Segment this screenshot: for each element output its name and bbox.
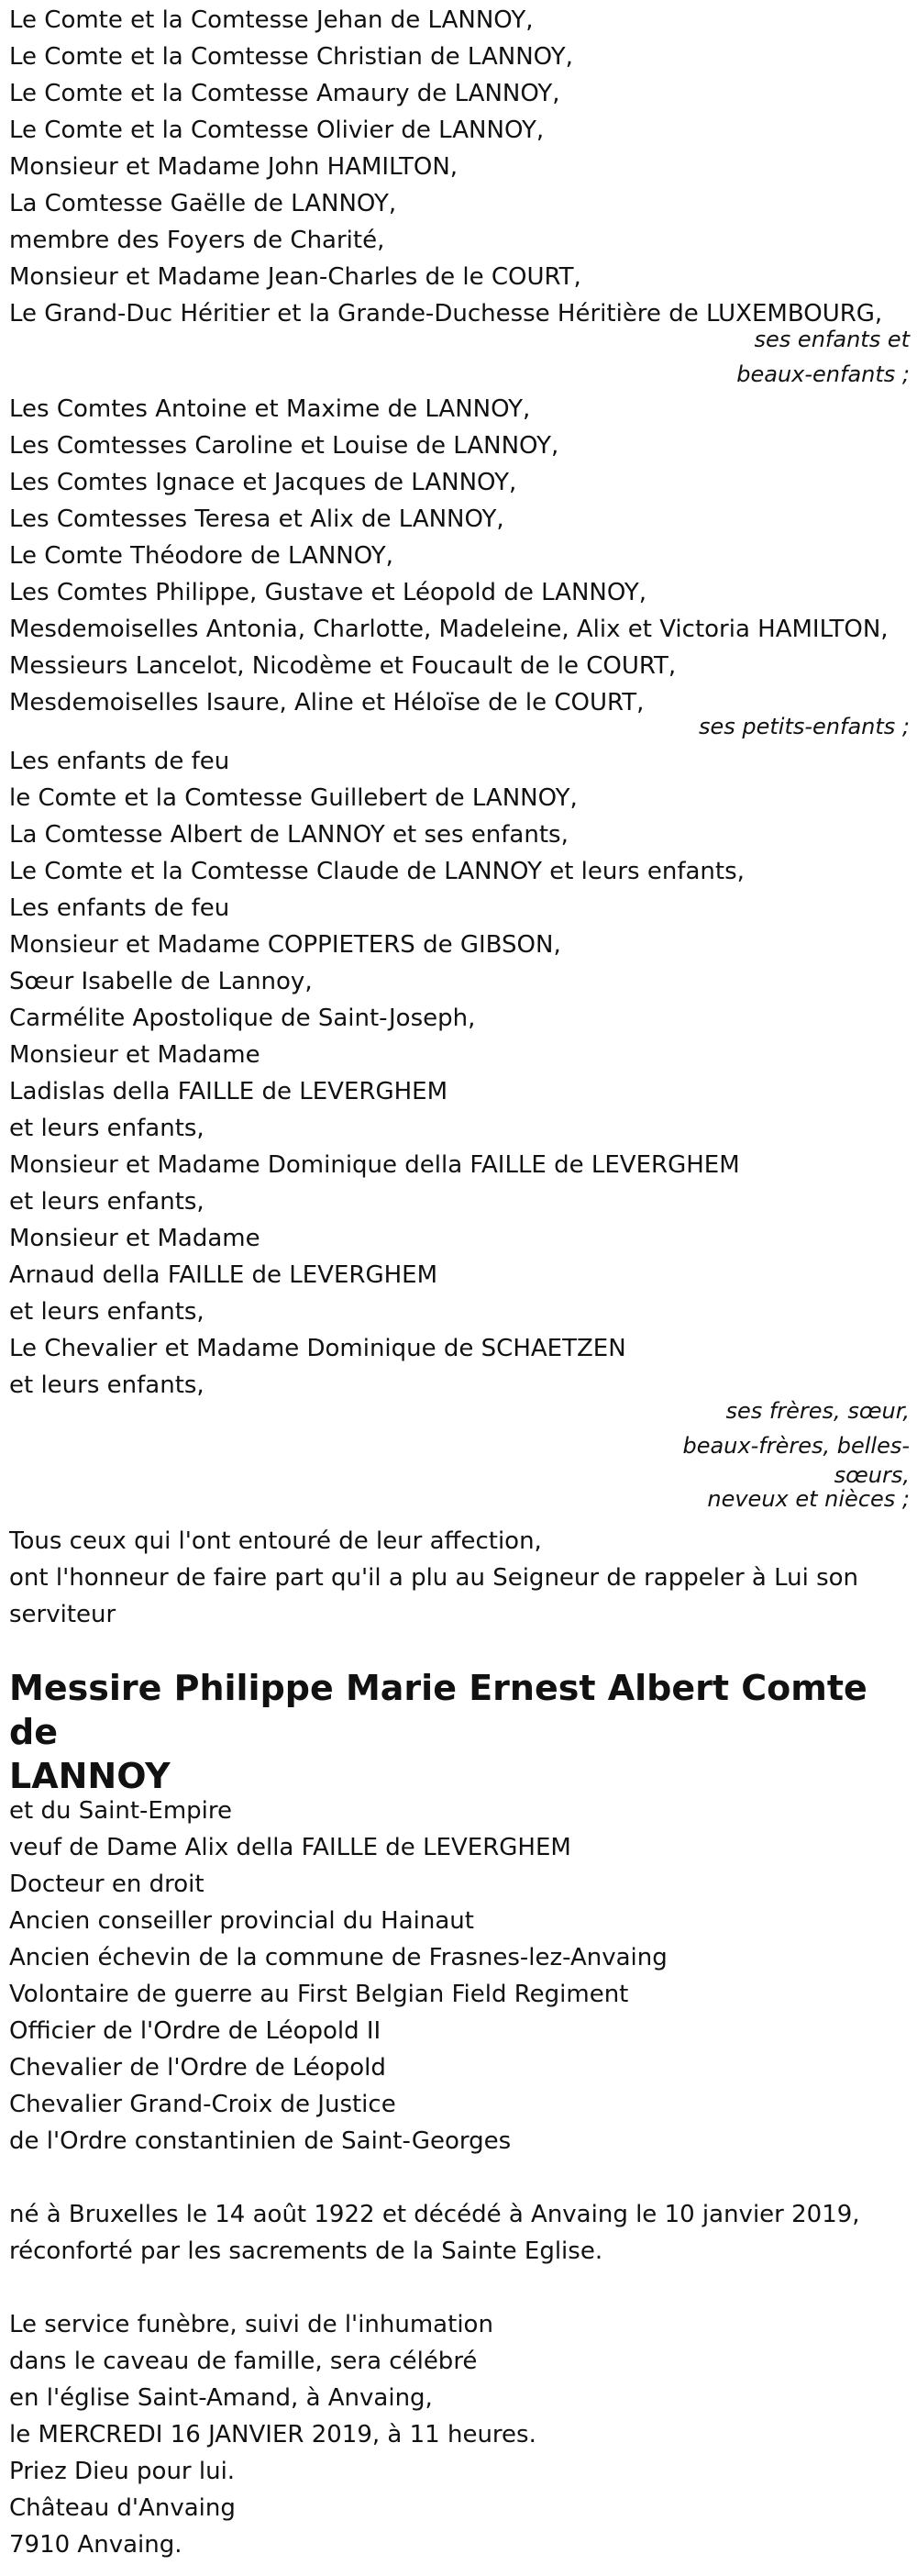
grandchild-line: Les Comtesses Teresa et Alix de LANNOY, [9, 505, 504, 533]
grandchild-line: Les Comtesses Caroline et Louise de LANNOY, [9, 432, 559, 460]
sibling-line: Arnaud della FAILLE de LEVERGHEM [9, 1261, 438, 1289]
service-line: Château d'Anvaing [9, 2494, 236, 2522]
deceased-name-line: Messire Philippe Marie Ernest Albert Comte de [9, 1668, 867, 1752]
service-line: 7910 Anvaing. [9, 2531, 182, 2559]
siblings-role-label: beaux-frères, belles- [682, 1433, 910, 1459]
title-line: Officier de l'Ordre de Léopold II [9, 2017, 381, 2045]
deceased-name [9, 1666, 889, 1798]
sibling-line: Les enfants de feu [9, 894, 230, 922]
sibling-line: Carmélite Apostolique de Saint-Joseph, [9, 1005, 476, 1032]
announcement-line: Tous ceux qui l'ont entouré de leur affection, [9, 1527, 542, 1555]
service-line: dans le caveau de famille, sera célébré [9, 2348, 478, 2375]
title-line: Ancien échevin de la commune de Frasnes-lez-Anvaing [9, 1944, 668, 1971]
title-line: veuf de Dame Alix della FAILLE de LEVERGHEM [9, 1834, 571, 1861]
announcement-line: ont l'honneur de faire part qu'il a plu au Seigneur de rappeler à Lui son [9, 1564, 859, 1592]
child-line: membre des Foyers de Charité, [9, 227, 385, 254]
service-line: Priez Dieu pour lui. [9, 2458, 236, 2485]
child-line: Le Comte et la Comtesse Christian de LANNOY, [9, 43, 573, 71]
sibling-line: Les enfants de feu [9, 748, 230, 775]
child-line: Le Comte et la Comtesse Amaury de LANNOY, [9, 80, 560, 107]
sibling-line: et leurs enfants, [9, 1115, 204, 1142]
child-line: Monsieur et Madame Jean-Charles de le COURT, [9, 263, 581, 291]
children-role-label: ses enfants et [754, 327, 910, 352]
grandchild-line: Les Comtes Philippe, Gustave et Léopold de LANNOY, [9, 579, 647, 606]
deceased-name-line: LANNOY [9, 1756, 171, 1796]
service-line: en l'église Saint-Amand, à Anvaing, [9, 2384, 433, 2412]
announcement-line: serviteur [9, 1601, 116, 1628]
sibling-line: le Comte et la Comtesse Guillebert de LANNOY, [9, 784, 578, 812]
siblings-role-label: ses frères, sœur, [725, 1398, 910, 1424]
child-line: La Comtesse Gaëlle de LANNOY, [9, 190, 397, 217]
sibling-line: La Comtesse Albert de LANNOY et ses enfants, [9, 821, 569, 849]
service-line: Le service funèbre, suivi de l'inhumation [9, 2311, 493, 2338]
title-line: Volontaire de guerre au First Belgian Field Regiment [9, 1981, 629, 2008]
sibling-line: et leurs enfants, [9, 1371, 204, 1399]
grandchild-line: Messieurs Lancelot, Nicodème et Foucault de le COURT, [9, 652, 677, 680]
sibling-line: Monsieur et Madame [9, 1041, 260, 1069]
grandchild-line: Le Comte Théodore de LANNOY, [9, 542, 393, 570]
sibling-line: Le Comte et la Comtesse Claude de LANNOY et leurs enfants, [9, 858, 745, 885]
child-line: Monsieur et Madame John HAMILTON, [9, 153, 458, 181]
dates-line: né à Bruxelles le 14 août 1922 et décédé à Anvaing le 10 janvier 2019, [9, 2201, 860, 2228]
sibling-line: Monsieur et Madame [9, 1225, 260, 1252]
title-line: et du Saint-Empire [9, 1797, 233, 1825]
title-line: Chevalier Grand-Croix de Justice [9, 2091, 396, 2118]
child-line: Le Comte et la Comtesse Jehan de LANNOY, [9, 6, 534, 34]
sibling-line: Sœur Isabelle de Lannoy, [9, 968, 313, 995]
service-line: le MERCREDI 16 JANVIER 2019, à 11 heures. [9, 2421, 536, 2448]
sibling-line: Monsieur et Madame Dominique della FAILLE de LEVERGHEM [9, 1151, 740, 1179]
grandchild-line: Les Comtes Ignace et Jacques de LANNOY, [9, 469, 517, 496]
siblings-role-label: sœurs, [834, 1462, 910, 1488]
title-line: Ancien conseiller provincial du Hainaut [9, 1907, 474, 1935]
siblings-role-label: neveux et nièces ; [707, 1486, 910, 1512]
child-line: Le Grand-Duc Héritier et la Grande-Duchesse Héritière de LUXEMBOURG, [9, 300, 883, 328]
grandchildren-role-label: ses petits-enfants ; [698, 714, 910, 739]
sibling-line: Ladislas della FAILLE de LEVERGHEM [9, 1078, 448, 1105]
sibling-line: et leurs enfants, [9, 1188, 204, 1216]
sibling-line: et leurs enfants, [9, 1298, 204, 1326]
grandchild-line: Mesdemoiselles Antonia, Charlotte, Madeleine, Alix et Victoria HAMILTON, [9, 616, 889, 643]
title-line: Docteur en droit [9, 1871, 204, 1898]
grandchild-line: Mesdemoiselles Isaure, Aline et Héloïse de le COURT, [9, 689, 645, 716]
sibling-line: Le Chevalier et Madame Dominique de SCHAETZEN [9, 1335, 626, 1362]
title-line: Chevalier de l'Ordre de Léopold [9, 2054, 386, 2082]
child-line: Le Comte et la Comtesse Olivier de LANNOY, [9, 117, 545, 144]
title-line: de l'Ordre constantinien de Saint-Georges [9, 2127, 512, 2155]
sibling-line: Monsieur et Madame COPPIETERS de GIBSON, [9, 931, 561, 959]
grandchild-line: Les Comtes Antoine et Maxime de LANNOY, [9, 395, 531, 423]
dates-line: réconforté par les sacrements de la Sainte Eglise. [9, 2237, 603, 2265]
children-role-label: beaux-enfants ; [736, 361, 910, 387]
